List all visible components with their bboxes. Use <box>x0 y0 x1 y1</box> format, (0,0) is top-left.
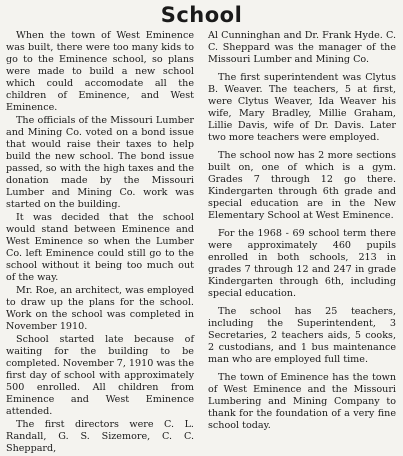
paragraph: The town of Eminence has the town of West Eminence and the Missouri Lumbering and Mining Company to thank for the foundation of a very fine school today. <box>208 372 396 431</box>
paragraph: When the town of West Eminence was built, there were too many kids to go to the Eminence school, so plans were made to build a new school which could accomodate all the children of Eminence, and West Eminence. <box>6 30 194 113</box>
article-title: School <box>160 3 243 27</box>
paragraph: Mr. Roe, an architect, was employed to draw up the plans for the school. Work on the school was completed in November 1910. <box>6 285 194 332</box>
article-columns <box>6 30 397 456</box>
paragraph: The officials of the Missouri Lumber and Mining Co. voted on a bond issue that would raise their taxes to help build the new school. The bond issue passed, so with the high taxes and the donation made by the Missouri Lumber and Mining Co. work was started on the building. <box>6 115 194 210</box>
paragraph: The first directors were C. L. Randall, G. S. Sizemore, C. C. Sheppard, <box>6 419 194 454</box>
left-column <box>6 30 194 456</box>
right-column <box>208 30 396 456</box>
paragraph: It was decided that the school would stand between Eminence and West Eminence so when the Lumber Co. left Eminence could still go to the school without it being too much out of the way. <box>6 212 194 283</box>
paragraph: For the 1968 - 69 school term there were approximately 460 pupils enrolled in both schools, 213 in grades 7 through 12 and 247 in grade Kindergarten through 6th, including special education. <box>208 228 396 299</box>
paragraph: Al Cunninghan and Dr. Frank Hyde. C. C. Sheppard was the manager of the Missouri Lumber and Mining Co. <box>208 30 396 65</box>
paragraph: School started late because of waiting for the building to be completed. November 7, 1910 was the first day of school with approximately 500 enrolled. All children from Eminence and West Eminence attended. <box>6 334 195 417</box>
paragraph: The school has 25 teachers, including the Superintendent, 3 Secretaries, 2 teachers aids, 5 cooks, 2 custodians, and 1 bus maintenance man who are employed full time. <box>208 306 396 365</box>
paragraph: The first superintendent was Clytus B. Weaver. The teachers, 5 at first, were Clytus Weaver, Ida Weaver his wife, Mary Bradley, Millie Graham, Lillie Davis, wife of Dr. Davis. Later two more teachers were employed. <box>208 72 396 143</box>
paragraph: The school now has 2 more sections built on, one of which is a gym. Grades 7 through 12 go there. Kindergarten through 6th grade and special education are in the New Elementary School at West Eminence. <box>208 150 396 221</box>
